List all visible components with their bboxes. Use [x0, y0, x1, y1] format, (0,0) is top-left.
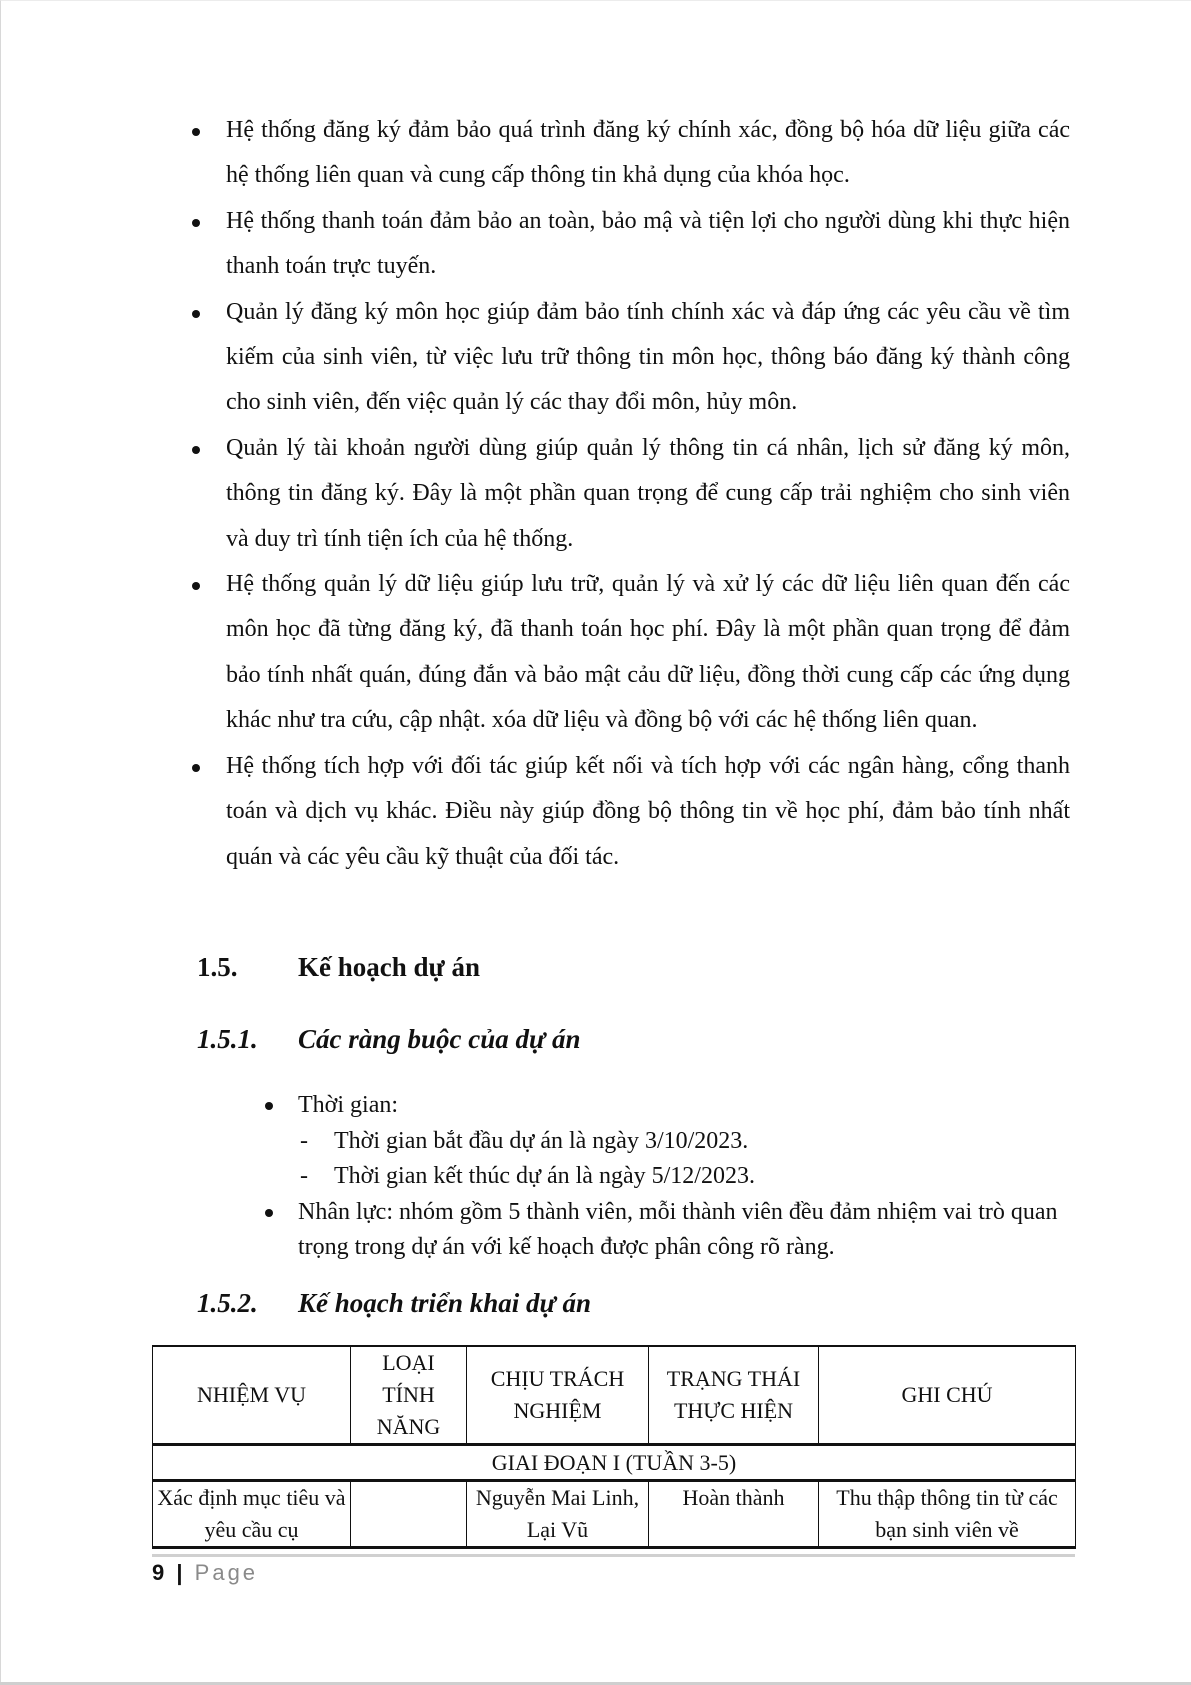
- bullet-course-registration: Quản lý đăng ký môn học giúp đảm bảo tính chính xác và đáp ứng các yêu cầu về tìm kiếm của sinh viên, từ việc lưu trữ thông tin môn học, thông báo đăng ký thành công cho sinh viên, đến việc quản lý các thay đổi môn, hủy môn.: [180, 290, 1070, 426]
- header-notes: GHI CHÚ: [819, 1346, 1076, 1445]
- subsection-heading-plan: [197, 1288, 591, 1319]
- page-footer: [152, 1560, 258, 1586]
- bullet-registration-system: Hệ thống đăng ký đảm bảo quá trình đăng ký chính xác, đồng bộ hóa dữ liệu giữa các hệ thống liên quan và cung cấp thông tin khả dụng của khóa học.: [180, 108, 1070, 199]
- table-header-row: [153, 1346, 1076, 1445]
- header-status: TRẠNG THÁI THỰC HIỆN: [649, 1346, 819, 1445]
- subsection-number: 1.5.1.: [197, 1024, 258, 1054]
- table-row: [153, 1481, 1076, 1548]
- feature-bullet-list: [180, 108, 1070, 880]
- page-label: Page: [194, 1560, 259, 1585]
- footer-divider: [152, 1554, 1075, 1557]
- subsection-title: Các ràng buộc của dự án: [298, 1024, 581, 1054]
- cell-feature-type: [351, 1481, 467, 1548]
- header-task: NHIỆM VỤ: [153, 1346, 351, 1445]
- cell-task: Xác định mục tiêu và yêu cầu cụ: [153, 1481, 351, 1548]
- phase-label: GIAI ĐOẠN I (TUẦN 3-5): [153, 1445, 1076, 1481]
- footer-separator: |: [176, 1560, 186, 1585]
- bullet-account-management: Quản lý tài khoản người dùng giúp quản lý thông tin cá nhân, lịch sử đăng ký môn, thông tin đăng ký. Đây là một phần quan trọng để cung cấp trải nghiệm cho sinh viên và duy trì tính tiện ích của hệ thống.: [180, 426, 1070, 562]
- constraint-time: Thời gian:: [250, 1088, 1070, 1124]
- cell-notes: Thu thập thông tin từ các bạn sinh viên về: [819, 1481, 1076, 1548]
- subsection-heading-constraints: [197, 1024, 580, 1055]
- header-responsible: CHỊU TRÁCH NGHIỆM: [467, 1346, 649, 1445]
- cell-responsible: Nguyễn Mai Linh, Lại Vũ: [467, 1481, 649, 1548]
- cell-status: Hoàn thành: [649, 1481, 819, 1548]
- deployment-plan-table: [152, 1345, 1076, 1549]
- page-number: 9: [152, 1560, 168, 1585]
- constraint-start-date: - Thời gian bắt đầu dự án là ngày 3/10/2023.: [250, 1124, 1070, 1160]
- section-title: Kế hoạch dự án: [298, 952, 480, 982]
- header-feature-type: LOẠI TÍNH NĂNG: [351, 1346, 467, 1445]
- constraint-staff: Nhân lực: nhóm gồm 5 thành viên, mỗi thành viên đều đảm nhiệm vai trò quan trọng trong dự án với kế hoạch được phân công rõ ràng.: [250, 1195, 1070, 1266]
- constraint-end-date: - Thời gian kết thúc dự án là ngày 5/12/2023.: [250, 1159, 1070, 1195]
- section-number: 1.5.: [197, 952, 238, 982]
- bullet-payment-system: Hệ thống thanh toán đảm bảo an toàn, bảo mậ và tiện lợi cho người dùng khi thực hiện thanh toán trực tuyến.: [180, 199, 1070, 290]
- bullet-partner-integration: Hệ thống tích hợp với đối tác giúp kết nối và tích hợp với các ngân hàng, cổng thanh toán và dịch vụ khác. Điều này giúp đồng bộ thông tin về học phí, đảm bảo tính nhất quán và các yêu cầu kỹ thuật của đối tác.: [180, 744, 1070, 880]
- constraints-list: [250, 1088, 1070, 1266]
- table-phase-row: [153, 1445, 1076, 1481]
- subsection-number: 1.5.2.: [197, 1288, 258, 1318]
- subsection-title: Kế hoạch triển khai dự án: [298, 1288, 591, 1318]
- bullet-data-management: Hệ thống quản lý dữ liệu giúp lưu trữ, quản lý và xử lý các dữ liệu liên quan đến các môn học đã từng đăng ký, đã thanh toán học phí. Đây là một phần quan trọng để đảm bảo tính nhất quán, đúng đắn và bảo mật cảu dữ liệu, đồng thời cung cấp các ứng dụng khác như tra cứu, cập nhật. xóa dữ liệu và đồng bộ với các hệ thống liên quan.: [180, 562, 1070, 744]
- section-heading: [197, 952, 480, 983]
